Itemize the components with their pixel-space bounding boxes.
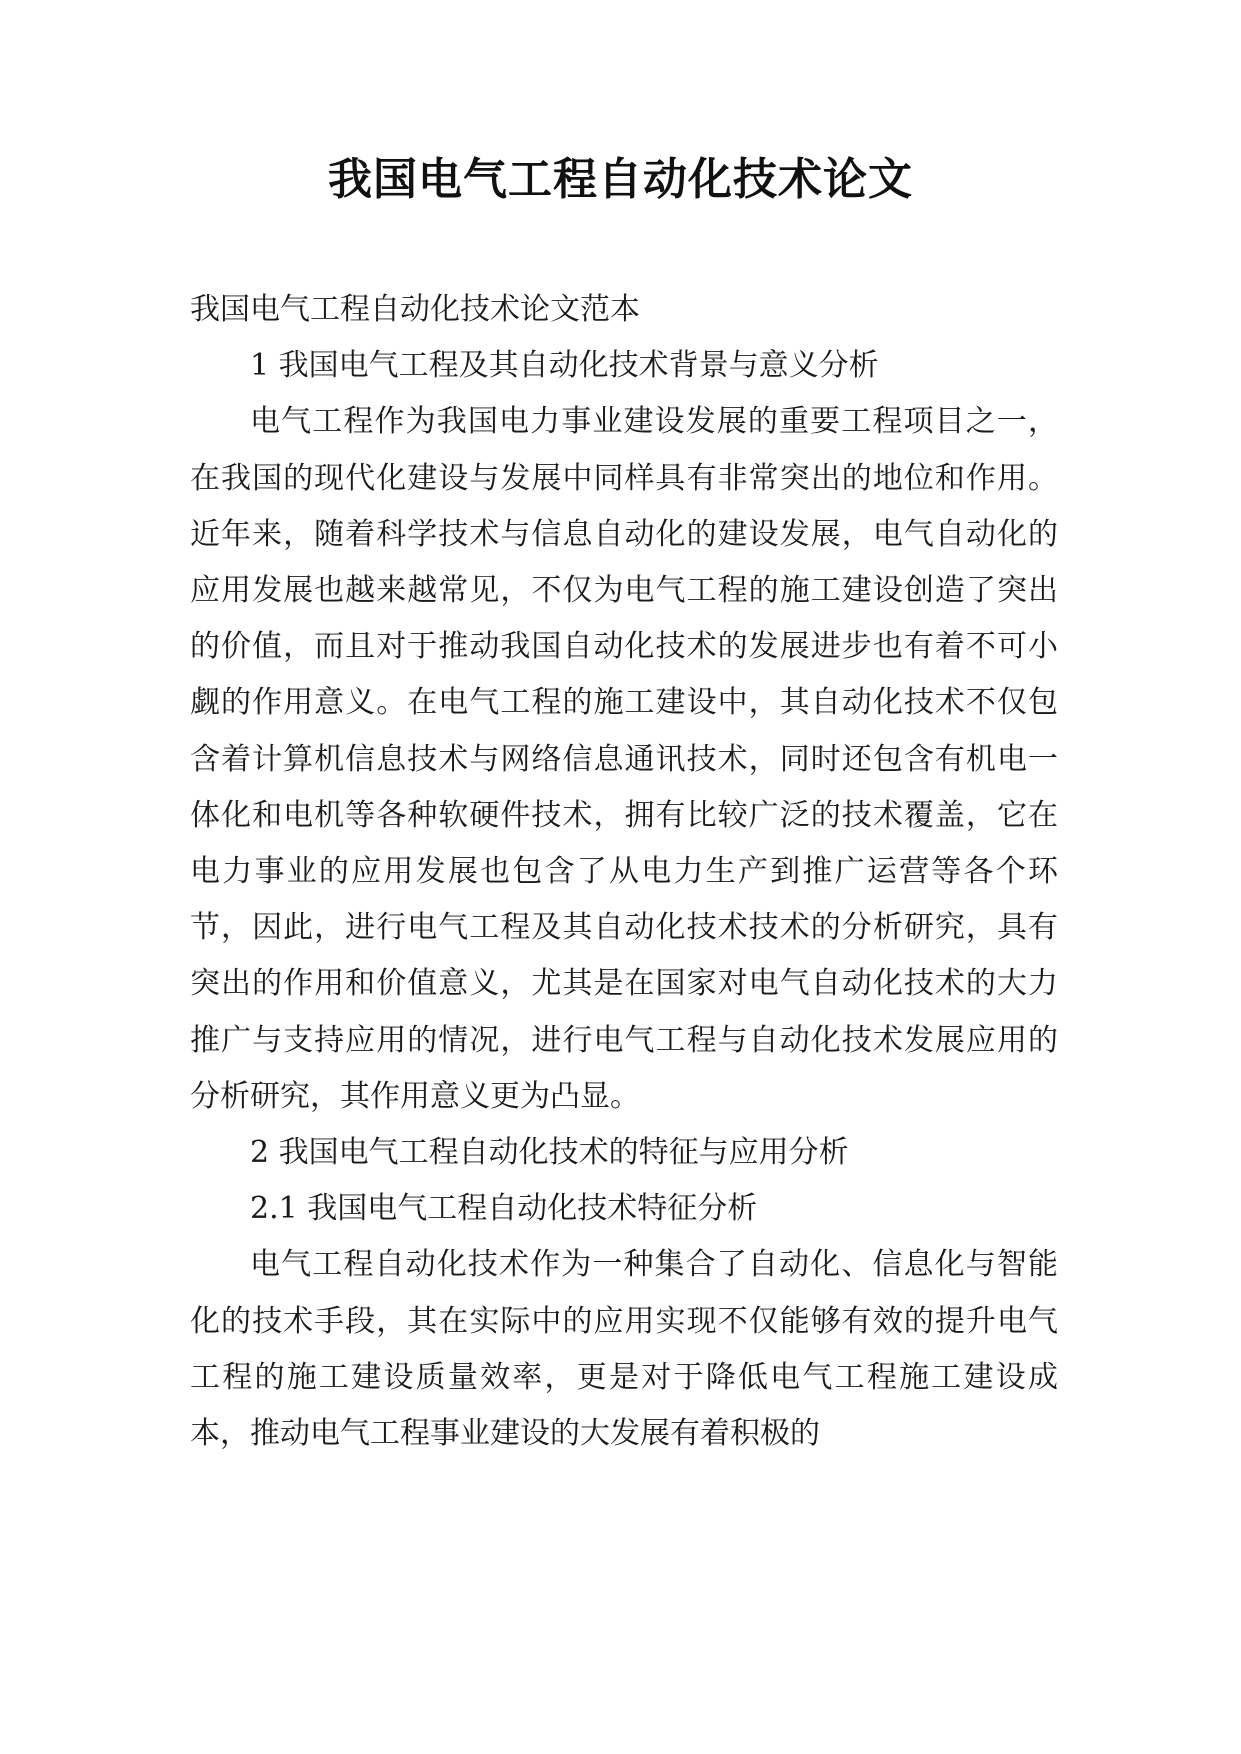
- document-body: [190, 282, 1058, 1462]
- paragraph-features: 电气工程自动化技术作为一种集合了自动化、信息化与智能化的技术手段，其在实际中的应用实现不仅能够有效的提升电气工程的施工建设质量效率，更是对于降低电气工程施工建设成本，推动电气工程事业建设的大发展有着积极的: [190, 1247, 1058, 1452]
- paragraph-subtitle: 我国电气工程自动化技术论文范本: [190, 292, 640, 327]
- section-heading-2-1: 2.1 我国电气工程自动化技术特征分析: [250, 1191, 758, 1227]
- document-title: 我国电气工程自动化技术论文: [328, 154, 913, 205]
- paragraph-background: 电气工程作为我国电力事业建设发展的重要工程项目之一，在我国的现代化建设与发展中同样具有非常突出的地位和作用。近年来，随着科学技术与信息自动化的建设发展，电气自动化的应用发展也越来越常见，不仅为电气工程的施工建设创造了突出的价值，而且对于推动我国自动化技术的发展进步也有着不可小觑的作用意义。在电气工程的施工建设中，其自动化技术不仅包含着计算机信息技术与网络信息通讯技术，同时还包含有机电一体化和电机等各种软硬件技术，拥有比较广泛的技术覆盖，它在电力事业的应用发展也包含了从电力生产到推广运营等各个环节，因此，进行电气工程及其自动化技术技术的分析研究，具有突出的作用和价值意义，尤其是在国家对电气自动化技术的大力推广与支持应用的情况，进行电气工程与自动化技术发展应用的分析研究，其作用意义更为凸显。: [190, 404, 1058, 1114]
- section-heading-1: 1 我国电气工程及其自动化技术背景与意义分析: [250, 348, 879, 384]
- section-heading-2: 2 我国电气工程自动化技术的特征与应用分析: [250, 1135, 849, 1171]
